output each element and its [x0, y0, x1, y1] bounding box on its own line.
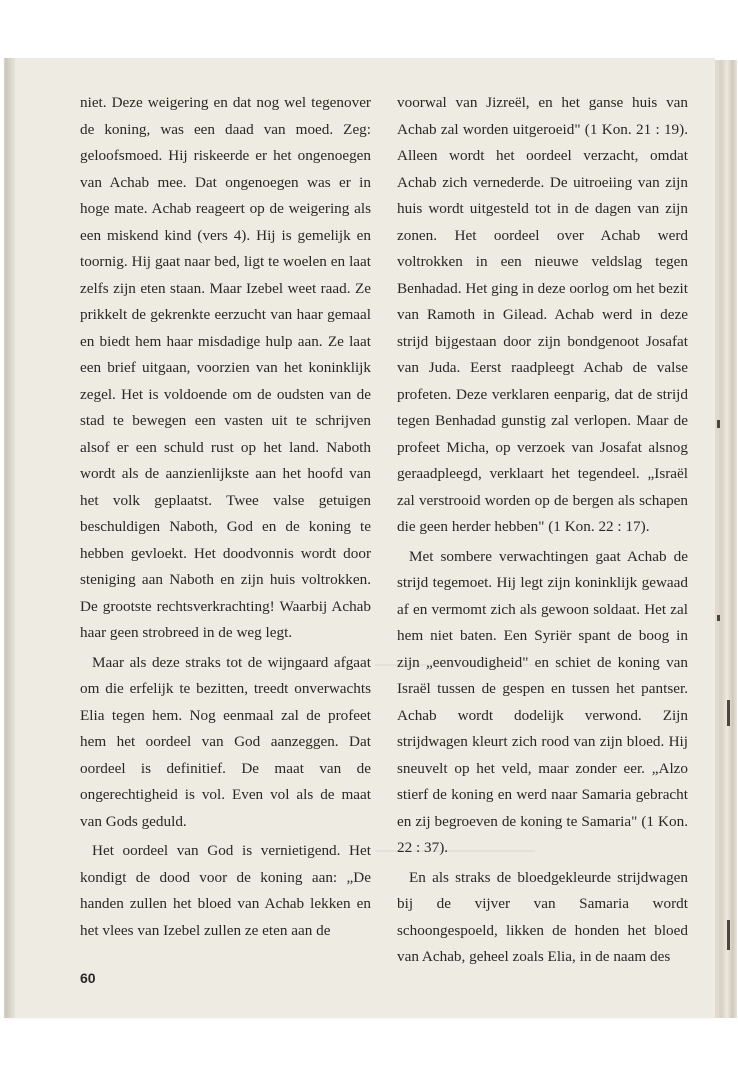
page-number: 60 — [80, 970, 96, 986]
left-column — [80, 90, 371, 944]
page-binding — [5, 58, 15, 1018]
paragraph: Maar als deze straks tot de wijngaard afgaat om die erfelijk te bezitten, treedt onverwachts Elia tegen hem. Nog eenmaal zal de profeet hem het oordeel van God aanzeggen. Dat oordeel is definitief. De maat van de ongerechtigheid is vol. Even vol als de maat van Gods geduld. — [80, 653, 371, 830]
paragraph: niet. Deze weigering en dat nog wel tegenover de koning, was een daad van moed. Zeg: geloofsmoed. Hij riskeerde er het ongenoegen van Achab mee. Dat ongenoegen was er in hoge mate. Achab reageert op de weigering als een miskend kind (vers 4). Hij is gemelijk en toornig. Hij gaat naar bed, ligt te woelen en laat zelfs zijn eten staan. Maar Izebel weet raad. Ze prikkelt de gekrenkte eerzucht van haar gemaal en biedt hem haar misdadige hulp aan. Ze laat een brief uitgaan, voorzien van het koninklijk zegel. Het is voldoende om de oudsten van de stad te bewegen een vasten uit te schrijven alsof er een schuld rust op het land. Naboth wordt als de aanzienlijkste aan het hoofd van het volk geplaatst. Twee valse getuigen beschuldigen Naboth, God en de koning te hebben gevloekt. Het doodvonnis wordt door steniging aan Naboth en zijn huis voltrokken. De grootste rechtsverkrachting! Waarbij Achab haar geen strobreed in de weg legt. — [80, 94, 371, 641]
right-column — [397, 90, 688, 971]
page-edge — [714, 60, 737, 1018]
paragraph: Met sombere verwachtingen gaat Achab de strijd tegemoet. Hij legt zijn koninklijk gewaad af en vermomt zich als gewoon soldaat. Het zal hem niet baten. Een Syriër spant de boog in zijn „eenvoudigheid" en schiet de koning van Israël tussen de gespen en tussen het pantser. Achab wordt dodelijk verwond. Zijn strijdwagen kleurt zich rood van zijn bloed. Hij sneuvelt op het veld, maar zonder eer. „Alzo stierf de koning en werd naar Samaria gebracht en zij begroeven de koning te Samaria" (1 Kon. 22 : 37). — [397, 547, 688, 856]
page-edge-mark — [717, 615, 720, 621]
paragraph: Het oordeel van God is vernietigend. Het kondigt de dood voor de koning aan: „De handen zullen het bloed van Achab lekken en het vlees van Izebel zullen ze eten aan de — [80, 842, 371, 939]
paragraph: En als straks de bloedgekleurde strijdwagen bij de vijver van Samaria wordt schoongespoeld, likken de honden het bloed van Achab, geheel zoals Elia, in de naam des — [397, 868, 688, 965]
page-edge-mark — [717, 420, 720, 428]
page-edge-mark — [727, 700, 730, 726]
paragraph: voorwal van Jizreël, en het ganse huis van Achab zal worden uitgeroeid" (1 Kon. 21 : 19). Alleen wordt het oordeel verzacht, omdat Achab zich vernederde. De uitroeiing van zijn huis wordt uitgesteld tot in de dagen van zijn zonen. Het oordeel over Achab werd voltrokken in een nieuwe veldslag tegen Benhadad. Het ging in deze oorlog om het bezit van Ramoth in Gilead. Achab werd in deze strijd bijgestaan door zijn bondgenoot Josafat van Juda. Eerst raadpleegt Achab de valse profeten. Deze verklaren eenparig, dat de strijd tegen Benhadad gunstig zal verlopen. Maar de profeet Micha, op verzoek van Josafat alsnog geraadpleegd, verklaart het tegendeel. „Israël zal verstrooid worden op de bergen als schapen die geen herder hebben" (1 Kon. 22 : 17). — [397, 94, 688, 535]
page-edge-mark — [727, 920, 730, 950]
